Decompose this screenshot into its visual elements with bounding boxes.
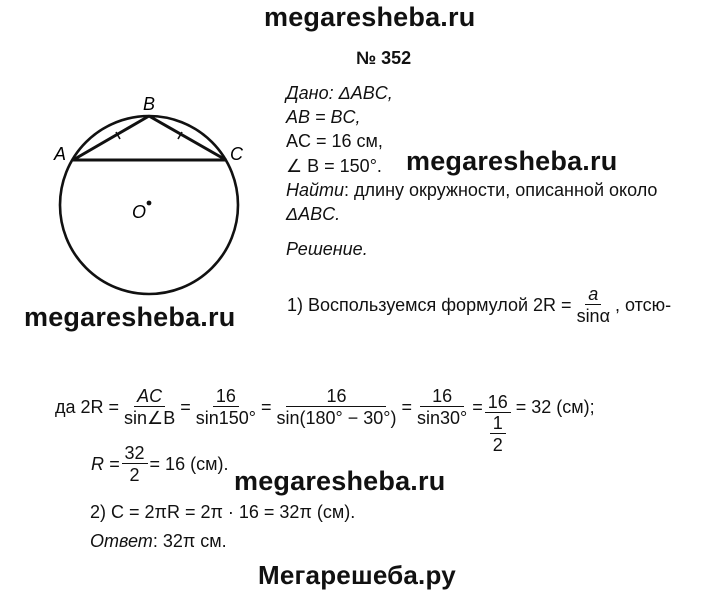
eq1-f1-num: AC — [134, 386, 165, 407]
watermark-top: megaresheba.ru — [264, 2, 476, 32]
equals-sign: = — [260, 396, 272, 417]
problem-number: № 352 — [356, 48, 412, 68]
label-b: B — [143, 94, 156, 114]
solution-title: Решение. — [286, 239, 368, 259]
formula-denominator: sinα — [576, 306, 610, 326]
eq2-result: = 16 (см). — [149, 454, 229, 474]
eq1-f5-den-den: 2 — [492, 435, 503, 455]
watermark-left: megaresheba.ru — [24, 302, 236, 332]
footer-watermark: Мегарешеба.ру — [258, 560, 456, 590]
label-a: A — [54, 144, 67, 164]
label-c: C — [230, 144, 243, 164]
eq2-fraction — [122, 443, 148, 486]
answer-title: Ответ — [90, 531, 153, 551]
eq1-f1-den: sin∠B — [124, 407, 176, 428]
equation-2 — [90, 443, 229, 486]
side-bc — [149, 116, 226, 160]
equals-sign: = — [472, 396, 483, 417]
eq1-fraction-4 — [414, 386, 470, 429]
eq1-fraction-1 — [121, 386, 178, 429]
eq1-f4-num: 16 — [420, 386, 464, 407]
geometry-figure — [40, 90, 270, 320]
eq1-result: = 32 (см); — [515, 396, 595, 417]
watermark-middle: megaresheba.ru — [406, 146, 618, 176]
given-line-1 — [286, 82, 393, 104]
eq1-f2-num: 16 — [213, 386, 239, 407]
find-line-1 — [286, 179, 657, 201]
eq1-f4-den: sin30° — [416, 407, 468, 428]
step-1-text: 1) Воспользуемся формулой 2R = — [287, 295, 572, 315]
eq1-fraction-5 — [485, 392, 511, 456]
label-o: O — [132, 202, 147, 222]
step-1-tail: , отсю- — [614, 295, 672, 315]
step-2: 2) C = 2πR = 2π · 16 = 32π (см). — [90, 502, 356, 522]
find-text: : длину окружности, описанной около — [344, 180, 658, 200]
find-title: Найти — [286, 180, 345, 200]
equals-sign: = — [401, 396, 412, 417]
eq1-fraction-3 — [273, 386, 399, 429]
formula-numerator: a — [585, 284, 601, 305]
equation-1 — [54, 358, 596, 456]
given-line-3: AC = 16 см, — [286, 131, 383, 151]
eq2-num: 32 — [122, 443, 148, 464]
center-point — [147, 201, 152, 206]
eq1-f5-den-num: 1 — [490, 413, 506, 434]
eq1-f3-den: sin(180° − 30°) — [276, 407, 397, 428]
side-ab — [73, 116, 149, 160]
answer-line — [90, 530, 227, 552]
given-line-4: ∠ B = 150°. — [286, 156, 382, 176]
eq1-lead: да 2R = — [55, 396, 120, 417]
eq1-f3-num: 16 — [286, 386, 386, 407]
given-line-2: AB = BC, — [286, 107, 361, 127]
given-title: Дано — [286, 83, 329, 103]
step-1 — [286, 284, 672, 327]
answer-text: : 32π см. — [152, 531, 227, 551]
eq1-f5-nested — [490, 413, 506, 456]
formula-fraction — [574, 284, 613, 327]
eq1-f5-num: 16 — [485, 392, 511, 413]
eq2-lead: R = — [91, 454, 120, 474]
equals-sign: = — [180, 396, 191, 417]
eq1-f2-den: sin150° — [195, 407, 256, 428]
eq2-den: 2 — [129, 465, 140, 485]
eq1-fraction-2 — [193, 386, 259, 429]
watermark-bottom: megaresheba.ru — [234, 466, 446, 496]
find-line-2: ΔABC. — [286, 204, 341, 224]
given-triangle: : ΔABC, — [328, 83, 393, 103]
